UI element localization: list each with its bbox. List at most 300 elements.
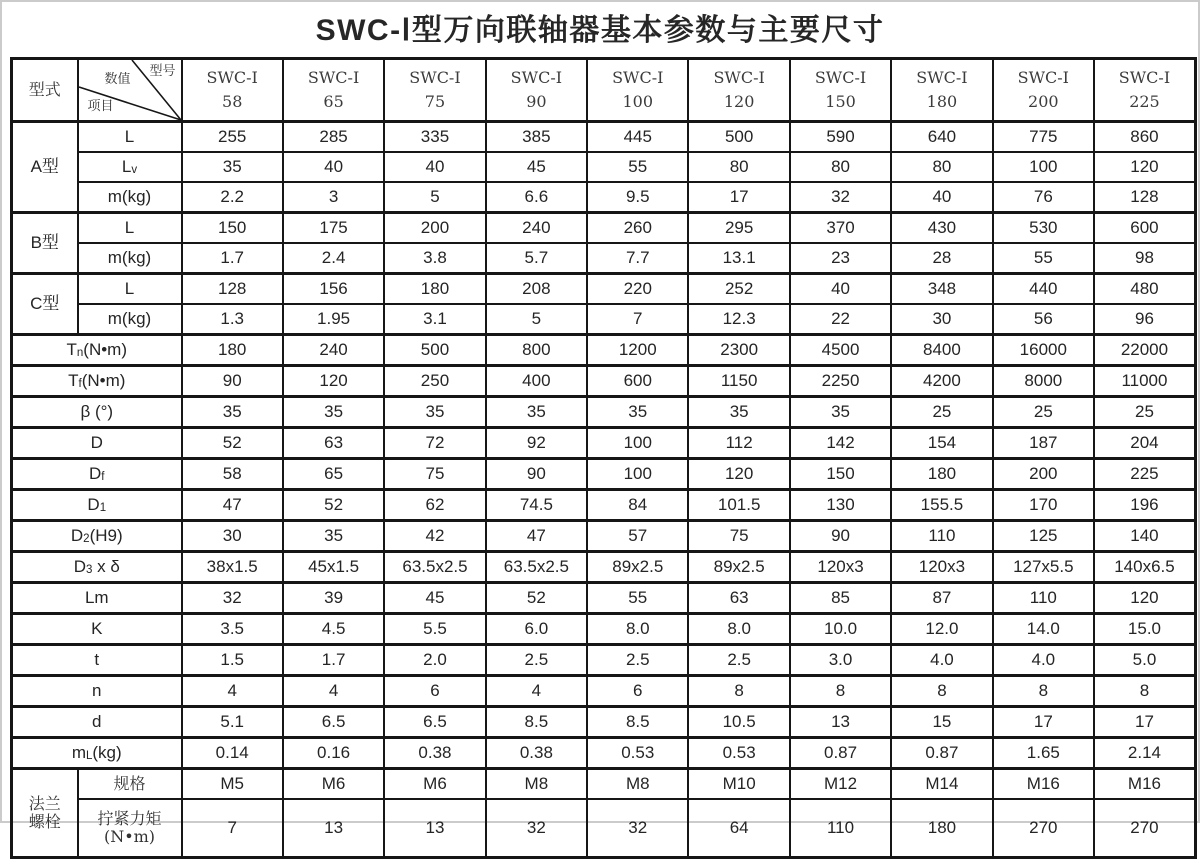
- data-cell: 128: [182, 274, 283, 305]
- column-header-100: SWC-Ⅰ 100: [587, 59, 688, 122]
- data-cell: 8.5: [587, 707, 688, 738]
- data-cell: 100: [587, 428, 688, 459]
- table-row: [12, 335, 1196, 366]
- column-header-90: SWC-Ⅰ 90: [486, 59, 587, 122]
- data-cell: 170: [993, 490, 1094, 521]
- data-cell: 12.0: [891, 614, 992, 645]
- data-cell: 4.0: [993, 645, 1094, 676]
- column-header-225: SWC-Ⅰ 225: [1094, 59, 1195, 122]
- data-cell: 32: [790, 182, 891, 213]
- data-cell: 4: [486, 676, 587, 707]
- data-cell: 196: [1094, 490, 1195, 521]
- data-cell: 1200: [587, 335, 688, 366]
- data-cell: 17: [1094, 707, 1195, 738]
- data-cell: 0.53: [688, 738, 789, 769]
- row-label: L: [78, 274, 182, 305]
- table-row: [12, 490, 1196, 521]
- data-cell: 2.14: [1094, 738, 1195, 769]
- data-cell: M6: [384, 769, 485, 800]
- table-row: [12, 152, 1196, 182]
- data-cell: 52: [182, 428, 283, 459]
- data-cell: M16: [1094, 769, 1195, 800]
- table-row: [12, 459, 1196, 490]
- data-cell: 40: [891, 182, 992, 213]
- data-cell: 5.7: [486, 243, 587, 274]
- data-cell: 55: [587, 583, 688, 614]
- data-cell: 35: [688, 397, 789, 428]
- data-cell: 3.8: [384, 243, 485, 274]
- corner-diagonal-cell: [78, 59, 182, 122]
- data-cell: 370: [790, 213, 891, 244]
- data-cell: 3.1: [384, 304, 485, 335]
- column-header-75: SWC-Ⅰ 75: [384, 59, 485, 122]
- diagonal-label-model: 型号: [149, 64, 176, 79]
- data-cell: 35: [384, 397, 485, 428]
- data-cell: 96: [1094, 304, 1195, 335]
- data-cell: 0.53: [587, 738, 688, 769]
- data-cell: 590: [790, 122, 891, 153]
- data-cell: 2.5: [486, 645, 587, 676]
- data-cell: 8000: [993, 366, 1094, 397]
- data-cell: 14.0: [993, 614, 1094, 645]
- data-cell: 440: [993, 274, 1094, 305]
- data-cell: 8.0: [587, 614, 688, 645]
- data-cell: 0.16: [283, 738, 384, 769]
- data-cell: 1.7: [283, 645, 384, 676]
- data-cell: 220: [587, 274, 688, 305]
- data-cell: 0.87: [891, 738, 992, 769]
- data-cell: 150: [790, 459, 891, 490]
- data-cell: 100: [993, 152, 1094, 182]
- data-cell: 5: [486, 304, 587, 335]
- data-cell: M14: [891, 769, 992, 800]
- data-cell: 7: [587, 304, 688, 335]
- column-header-150: SWC-Ⅰ 150: [790, 59, 891, 122]
- data-cell: 28: [891, 243, 992, 274]
- data-cell: 8.5: [486, 707, 587, 738]
- data-cell: 56: [993, 304, 1094, 335]
- data-cell: 270: [993, 799, 1094, 858]
- data-cell: 0.38: [384, 738, 485, 769]
- data-cell: 89x2.5: [688, 552, 789, 583]
- data-cell: M12: [790, 769, 891, 800]
- data-cell: 6.5: [384, 707, 485, 738]
- data-cell: M6: [283, 769, 384, 800]
- data-cell: 5.0: [1094, 645, 1195, 676]
- table-row: [12, 274, 1196, 305]
- data-cell: 35: [283, 397, 384, 428]
- data-cell: 92: [486, 428, 587, 459]
- column-header-120: SWC-Ⅰ 120: [688, 59, 789, 122]
- data-cell: 295: [688, 213, 789, 244]
- data-cell: 13: [283, 799, 384, 858]
- data-cell: 6.0: [486, 614, 587, 645]
- data-cell: 385: [486, 122, 587, 153]
- data-cell: 58: [182, 459, 283, 490]
- data-cell: 6: [384, 676, 485, 707]
- data-cell: 100: [587, 459, 688, 490]
- header-row: [12, 59, 1196, 122]
- data-cell: 128: [1094, 182, 1195, 213]
- data-cell: 75: [384, 459, 485, 490]
- data-cell: 85: [790, 583, 891, 614]
- data-cell: 10.5: [688, 707, 789, 738]
- data-cell: 2250: [790, 366, 891, 397]
- table-row: [12, 521, 1196, 552]
- data-cell: 72: [384, 428, 485, 459]
- data-cell: 800: [486, 335, 587, 366]
- data-cell: 255: [182, 122, 283, 153]
- data-cell: 80: [688, 152, 789, 182]
- row-label: L: [78, 213, 182, 244]
- data-cell: 52: [283, 490, 384, 521]
- row-label: n: [12, 676, 182, 707]
- data-cell: 120: [1094, 583, 1195, 614]
- data-cell: 110: [790, 799, 891, 858]
- data-cell: 32: [486, 799, 587, 858]
- data-cell: 63: [688, 583, 789, 614]
- data-cell: 112: [688, 428, 789, 459]
- data-cell: 208: [486, 274, 587, 305]
- table-row: [12, 552, 1196, 583]
- data-cell: 3.0: [790, 645, 891, 676]
- data-cell: 90: [790, 521, 891, 552]
- data-cell: 63: [283, 428, 384, 459]
- row-label: K: [12, 614, 182, 645]
- group-label: A型: [12, 122, 78, 213]
- data-cell: 180: [182, 335, 283, 366]
- data-cell: 101.5: [688, 490, 789, 521]
- data-cell: 74.5: [486, 490, 587, 521]
- row-label: Tf(N•m): [12, 366, 182, 397]
- data-cell: 1150: [688, 366, 789, 397]
- data-cell: 155.5: [891, 490, 992, 521]
- group-label: C型: [12, 274, 78, 335]
- data-cell: 600: [587, 366, 688, 397]
- data-cell: 45: [384, 583, 485, 614]
- data-cell: 2300: [688, 335, 789, 366]
- group-label: B型: [12, 213, 78, 274]
- data-cell: 204: [1094, 428, 1195, 459]
- table-body: [12, 122, 1196, 858]
- data-cell: 5.1: [182, 707, 283, 738]
- data-cell: 110: [993, 583, 1094, 614]
- table-row: [12, 182, 1196, 213]
- data-cell: 25: [993, 397, 1094, 428]
- data-cell: 0.87: [790, 738, 891, 769]
- data-cell: 8400: [891, 335, 992, 366]
- data-cell: 39: [283, 583, 384, 614]
- page-title: SWC-Ⅰ型万向联轴器基本参数与主要尺寸: [315, 14, 885, 47]
- data-cell: 142: [790, 428, 891, 459]
- data-cell: 640: [891, 122, 992, 153]
- data-cell: 40: [384, 152, 485, 182]
- data-cell: 16000: [993, 335, 1094, 366]
- data-cell: 90: [486, 459, 587, 490]
- data-cell: 180: [891, 799, 992, 858]
- data-cell: 98: [1094, 243, 1195, 274]
- data-cell: 4: [283, 676, 384, 707]
- data-cell: 47: [182, 490, 283, 521]
- data-cell: 6.6: [486, 182, 587, 213]
- column-header-58: SWC-Ⅰ 58: [182, 59, 283, 122]
- row-label: 拧紧力矩 (N•m): [78, 799, 182, 858]
- table-row: [12, 707, 1196, 738]
- data-cell: 156: [283, 274, 384, 305]
- data-cell: 0.14: [182, 738, 283, 769]
- data-cell: 530: [993, 213, 1094, 244]
- data-cell: 13: [384, 799, 485, 858]
- data-cell: 5: [384, 182, 485, 213]
- data-cell: 90: [182, 366, 283, 397]
- data-cell: 1.3: [182, 304, 283, 335]
- data-cell: 63.5x2.5: [486, 552, 587, 583]
- data-cell: 35: [587, 397, 688, 428]
- data-cell: 12.3: [688, 304, 789, 335]
- data-cell: 40: [283, 152, 384, 182]
- data-cell: 110: [891, 521, 992, 552]
- column-header-180: SWC-Ⅰ 180: [891, 59, 992, 122]
- table-row: [12, 769, 1196, 800]
- data-cell: 80: [891, 152, 992, 182]
- data-cell: 8: [891, 676, 992, 707]
- data-cell: 40: [790, 274, 891, 305]
- data-cell: 140x6.5: [1094, 552, 1195, 583]
- row-label: D2(H9): [12, 521, 182, 552]
- data-cell: 120: [1094, 152, 1195, 182]
- data-cell: 130: [790, 490, 891, 521]
- data-cell: 0.38: [486, 738, 587, 769]
- row-label: mL(kg): [12, 738, 182, 769]
- data-cell: 8: [993, 676, 1094, 707]
- data-cell: M8: [587, 769, 688, 800]
- data-cell: 400: [486, 366, 587, 397]
- data-cell: 127x5.5: [993, 552, 1094, 583]
- data-cell: 45: [486, 152, 587, 182]
- data-cell: 260: [587, 213, 688, 244]
- data-cell: 55: [993, 243, 1094, 274]
- data-cell: 80: [790, 152, 891, 182]
- data-cell: 42: [384, 521, 485, 552]
- data-cell: 89x2.5: [587, 552, 688, 583]
- row-label: D: [12, 428, 182, 459]
- table-row: [12, 583, 1196, 614]
- data-cell: 445: [587, 122, 688, 153]
- data-cell: 45x1.5: [283, 552, 384, 583]
- data-cell: 154: [891, 428, 992, 459]
- data-cell: 35: [790, 397, 891, 428]
- data-cell: 57: [587, 521, 688, 552]
- table-row: [12, 366, 1196, 397]
- spec-table: [10, 57, 1197, 859]
- data-cell: 2.4: [283, 243, 384, 274]
- column-header-200: SWC-Ⅰ 200: [993, 59, 1094, 122]
- data-cell: 2.0: [384, 645, 485, 676]
- data-cell: 35: [283, 521, 384, 552]
- data-cell: 10.0: [790, 614, 891, 645]
- data-cell: 2.2: [182, 182, 283, 213]
- data-cell: 285: [283, 122, 384, 153]
- data-cell: 38x1.5: [182, 552, 283, 583]
- table-row: [12, 304, 1196, 335]
- data-cell: 84: [587, 490, 688, 521]
- row-label: D3 x δ: [12, 552, 182, 583]
- row-label: Lm: [12, 583, 182, 614]
- row-label: Df: [12, 459, 182, 490]
- table-row: [12, 122, 1196, 153]
- data-cell: 6: [587, 676, 688, 707]
- row-label: 规格: [78, 769, 182, 800]
- data-cell: 180: [384, 274, 485, 305]
- row-label: L: [78, 122, 182, 153]
- row-label: t: [12, 645, 182, 676]
- row-label: β (°): [12, 397, 182, 428]
- data-cell: 3: [283, 182, 384, 213]
- data-cell: 47: [486, 521, 587, 552]
- row-label: Tn(N•m): [12, 335, 182, 366]
- data-cell: 7: [182, 799, 283, 858]
- data-cell: 775: [993, 122, 1094, 153]
- data-cell: 8: [688, 676, 789, 707]
- data-cell: 35: [182, 397, 283, 428]
- data-cell: 32: [587, 799, 688, 858]
- data-cell: 6.5: [283, 707, 384, 738]
- row-label: Lv: [78, 152, 182, 182]
- data-cell: 17: [993, 707, 1094, 738]
- data-cell: 55: [587, 152, 688, 182]
- data-cell: 75: [688, 521, 789, 552]
- data-cell: 4.5: [283, 614, 384, 645]
- data-cell: 13: [790, 707, 891, 738]
- column-header-65: SWC-Ⅰ 65: [283, 59, 384, 122]
- data-cell: 225: [1094, 459, 1195, 490]
- data-cell: 4: [182, 676, 283, 707]
- table-row: [12, 614, 1196, 645]
- data-cell: M5: [182, 769, 283, 800]
- table-row: [12, 243, 1196, 274]
- data-cell: 62: [384, 490, 485, 521]
- data-cell: 250: [384, 366, 485, 397]
- row-label: m(kg): [78, 304, 182, 335]
- data-cell: 270: [1094, 799, 1195, 858]
- table-row: [12, 397, 1196, 428]
- data-cell: M8: [486, 769, 587, 800]
- table-row: [12, 645, 1196, 676]
- data-cell: 500: [688, 122, 789, 153]
- data-cell: 1.95: [283, 304, 384, 335]
- data-cell: 348: [891, 274, 992, 305]
- data-cell: 64: [688, 799, 789, 858]
- data-cell: 4200: [891, 366, 992, 397]
- data-cell: 200: [993, 459, 1094, 490]
- row-label: m(kg): [78, 182, 182, 213]
- row-label: m(kg): [78, 243, 182, 274]
- data-cell: 120x3: [790, 552, 891, 583]
- data-cell: 125: [993, 521, 1094, 552]
- data-cell: 63.5x2.5: [384, 552, 485, 583]
- data-cell: 500: [384, 335, 485, 366]
- data-cell: 5.5: [384, 614, 485, 645]
- data-cell: 22000: [1094, 335, 1195, 366]
- data-cell: 15: [891, 707, 992, 738]
- data-cell: 32: [182, 583, 283, 614]
- data-cell: 1.7: [182, 243, 283, 274]
- data-cell: M16: [993, 769, 1094, 800]
- data-cell: 30: [182, 521, 283, 552]
- data-cell: 23: [790, 243, 891, 274]
- data-cell: 17: [688, 182, 789, 213]
- table-row: [12, 676, 1196, 707]
- data-cell: 2.5: [587, 645, 688, 676]
- table-row: [12, 213, 1196, 244]
- data-cell: 430: [891, 213, 992, 244]
- data-cell: 9.5: [587, 182, 688, 213]
- data-cell: 252: [688, 274, 789, 305]
- data-cell: 150: [182, 213, 283, 244]
- data-cell: 335: [384, 122, 485, 153]
- data-cell: 8: [790, 676, 891, 707]
- data-cell: 35: [486, 397, 587, 428]
- diagonal-label-value: 数值: [104, 72, 131, 87]
- row-label: D1: [12, 490, 182, 521]
- data-cell: 175: [283, 213, 384, 244]
- data-cell: 7.7: [587, 243, 688, 274]
- data-cell: 4500: [790, 335, 891, 366]
- data-cell: 87: [891, 583, 992, 614]
- data-cell: 120x3: [891, 552, 992, 583]
- data-cell: M10: [688, 769, 789, 800]
- data-cell: 180: [891, 459, 992, 490]
- data-cell: 140: [1094, 521, 1195, 552]
- row-label: d: [12, 707, 182, 738]
- data-cell: 25: [1094, 397, 1195, 428]
- data-cell: 120: [688, 459, 789, 490]
- data-cell: 120: [283, 366, 384, 397]
- data-cell: 1.65: [993, 738, 1094, 769]
- type-label: 型式: [28, 79, 61, 99]
- data-cell: 480: [1094, 274, 1195, 305]
- data-cell: 15.0: [1094, 614, 1195, 645]
- data-cell: 3.5: [182, 614, 283, 645]
- data-cell: 600: [1094, 213, 1195, 244]
- data-cell: 240: [486, 213, 587, 244]
- data-cell: 25: [891, 397, 992, 428]
- data-cell: 76: [993, 182, 1094, 213]
- data-cell: 2.5: [688, 645, 789, 676]
- data-cell: 8.0: [688, 614, 789, 645]
- diagonal-label-item: 项目: [87, 99, 114, 115]
- data-cell: 240: [283, 335, 384, 366]
- data-cell: 8: [1094, 676, 1195, 707]
- data-cell: 52: [486, 583, 587, 614]
- data-cell: 11000: [1094, 366, 1195, 397]
- data-cell: 187: [993, 428, 1094, 459]
- group-label: 法兰 螺栓: [12, 769, 78, 858]
- data-cell: 30: [891, 304, 992, 335]
- data-cell: 4.0: [891, 645, 992, 676]
- data-cell: 22: [790, 304, 891, 335]
- table-row: [12, 428, 1196, 459]
- data-cell: 1.5: [182, 645, 283, 676]
- data-cell: 13.1: [688, 243, 789, 274]
- data-cell: 35: [182, 152, 283, 182]
- data-cell: 65: [283, 459, 384, 490]
- data-cell: 860: [1094, 122, 1195, 153]
- corner-type-cell: [12, 59, 78, 122]
- data-cell: 200: [384, 213, 485, 244]
- table-row: [12, 799, 1196, 858]
- table-row: [12, 738, 1196, 769]
